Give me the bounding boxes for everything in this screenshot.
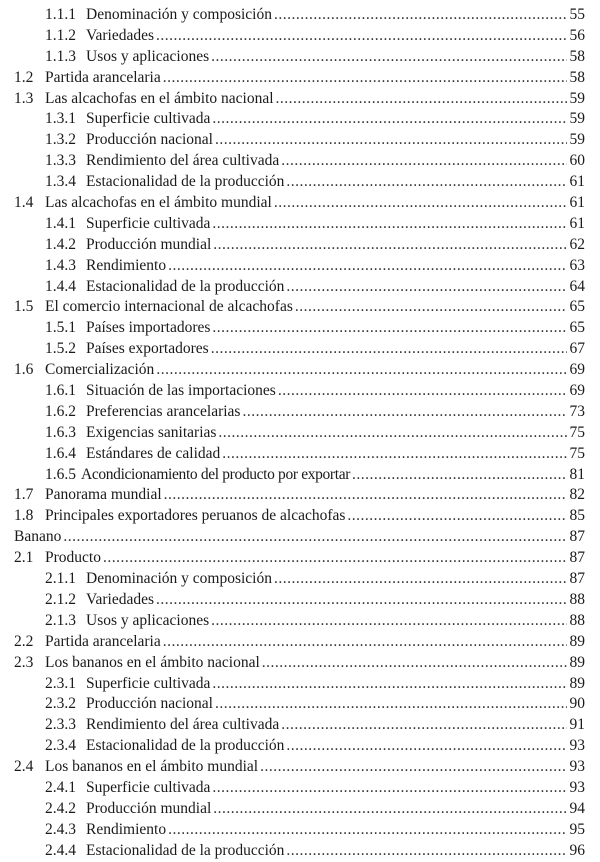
toc-entry-line (86, 569, 585, 590)
toc-entry-line (86, 694, 585, 715)
dot-leader (281, 151, 567, 172)
toc-entry-title: Estándares de calidad (86, 444, 221, 462)
toc-entry-line (45, 632, 585, 653)
toc-entry[interactable] (0, 26, 600, 47)
toc-entry-page-number: 75 (569, 423, 585, 441)
toc-entry-line (45, 68, 585, 89)
toc-entry[interactable] (0, 590, 600, 611)
toc-entry-title: Los bananos en el ámbito nacional (45, 653, 260, 671)
toc-entry-page-number: 64 (569, 277, 585, 295)
dot-leader (260, 757, 567, 778)
toc-entry-number: 1.3.3 (45, 152, 76, 170)
toc-entry-number: 1.4 (14, 194, 34, 212)
toc-entry-page-number: 89 (569, 653, 585, 671)
toc-entry-line (45, 757, 585, 778)
toc-entry-line (86, 130, 585, 151)
toc-entry[interactable] (0, 109, 600, 130)
toc-entry-title: Partida arancelaria (45, 632, 161, 650)
toc-entry-title: Superficie cultivada (86, 214, 211, 232)
dot-leader (347, 506, 567, 527)
toc-entry-line (86, 444, 585, 465)
dot-leader (211, 47, 567, 68)
toc-entry-page-number: 89 (569, 632, 585, 650)
dot-leader (212, 214, 567, 235)
toc-entry-page-number: 94 (569, 799, 585, 817)
toc-entry-title: Exigencias sanitarias (86, 423, 217, 441)
toc-entry-line (86, 674, 585, 695)
toc-entry[interactable] (0, 444, 600, 465)
toc-entry[interactable] (0, 548, 600, 569)
toc-entry-line (86, 318, 585, 339)
toc-entry-number: 1.5.1 (45, 319, 76, 337)
toc-entry-title: Las alcachofas en el ámbito mundial (45, 194, 272, 212)
toc-entry-page-number: 61 (569, 173, 585, 191)
toc-entry-number: 1.4.2 (45, 235, 76, 253)
toc-entry[interactable] (0, 5, 600, 26)
toc-entry-line (86, 402, 585, 423)
toc-entry-page-number: 90 (569, 695, 585, 713)
toc-entry-number: 2.1 (14, 549, 34, 567)
toc-entry[interactable] (0, 527, 600, 548)
toc-entry-number: 2.1.3 (45, 611, 76, 629)
toc-entry-page-number: 59 (569, 110, 585, 128)
toc-entry-title: Países exportadores (86, 340, 209, 358)
toc-entry-line (81, 465, 585, 486)
toc-entry-title: Rendimiento del área cultivada (86, 152, 280, 170)
toc-entry-title: Banano (14, 528, 62, 546)
toc-entry-number: 1.4.4 (45, 277, 76, 295)
toc-entry-number: 2.1.2 (45, 590, 76, 608)
toc-entry[interactable] (0, 778, 600, 799)
toc-entry-line (86, 736, 585, 757)
toc-entry-page-number: 69 (569, 361, 585, 379)
toc-entry-number: 2.3.4 (45, 737, 76, 755)
toc-entry-title: Rendimiento del área cultivada (86, 716, 280, 734)
dot-leader (212, 318, 567, 339)
toc-entry-page-number: 85 (569, 507, 585, 525)
toc-entry[interactable] (0, 423, 600, 444)
toc-entry-page-number: 73 (569, 402, 585, 420)
dot-leader (164, 485, 567, 506)
toc-entry-page-number: 55 (569, 6, 585, 23)
toc-entry-number: 1.4.1 (45, 214, 76, 232)
toc-entry-line (86, 715, 585, 736)
toc-entry-number: 1.3.4 (45, 173, 76, 191)
toc-entry-line (86, 214, 585, 235)
toc-entry-title: Denominación y composición (86, 570, 272, 588)
dot-leader (211, 611, 567, 632)
toc-entry-number: 2.3.3 (45, 716, 76, 734)
toc-entry-line (86, 5, 585, 26)
toc-entry-line (45, 506, 585, 527)
toc-entry-title: Producción mundial (86, 799, 212, 817)
toc-entry[interactable] (0, 297, 600, 318)
toc-entry-page-number: 91 (569, 716, 585, 734)
toc-entry-page-number: 93 (569, 778, 585, 796)
toc-entry-page-number: 87 (569, 549, 585, 567)
toc-entry-number: 1.6.5 (45, 465, 76, 483)
dot-leader (156, 360, 567, 381)
toc-entry-title: Superficie cultivada (86, 778, 211, 796)
toc-entry-number: 1.5 (14, 298, 34, 316)
toc-entry-line (86, 778, 585, 799)
toc-entry[interactable] (0, 130, 600, 151)
toc-entry-number: 1.3.1 (45, 110, 76, 128)
dot-leader (215, 130, 567, 151)
toc-entry[interactable] (0, 465, 600, 486)
toc-entry-title: Las alcachofas en el ámbito nacional (45, 89, 274, 107)
toc-entry-page-number: 56 (569, 26, 585, 44)
toc-entry[interactable] (0, 715, 600, 736)
toc-entry-number: 1.3.2 (45, 131, 76, 149)
dot-leader (222, 444, 567, 465)
toc-entry-page-number: 58 (569, 47, 585, 65)
table-of-contents (0, 5, 600, 862)
toc-entry-line (86, 590, 585, 611)
dot-leader (352, 465, 567, 486)
toc-entry-line (86, 26, 585, 47)
toc-entry-line (86, 381, 585, 402)
toc-entry[interactable] (0, 611, 600, 632)
toc-entry[interactable] (0, 172, 600, 193)
dot-leader (163, 68, 567, 89)
toc-entry-line (45, 193, 585, 214)
toc-entry-number: 2.4.1 (45, 778, 76, 796)
toc-entry-line (45, 548, 585, 569)
toc-entry-page-number: 67 (569, 340, 585, 358)
toc-entry[interactable] (0, 653, 600, 674)
toc-entry-number: 2.4.2 (45, 799, 76, 817)
toc-entry-line (45, 89, 585, 110)
dot-leader (242, 402, 567, 423)
toc-entry[interactable] (0, 820, 600, 841)
toc-entry[interactable] (0, 569, 600, 590)
dot-leader (213, 235, 567, 256)
toc-entry-title: Producción nacional (86, 695, 213, 713)
toc-entry-title: Variedades (86, 590, 154, 608)
toc-entry-title: Partida arancelaria (45, 68, 161, 86)
toc-entry-title: Usos y aplicaciones (86, 611, 210, 629)
toc-entry-number: 1.5.2 (45, 340, 76, 358)
toc-entry-title: Denominación y composición (86, 6, 272, 23)
dot-leader (286, 841, 567, 862)
toc-entry[interactable] (0, 402, 600, 423)
toc-entry[interactable] (0, 89, 600, 110)
toc-entry[interactable] (0, 151, 600, 172)
toc-entry-line (86, 423, 585, 444)
toc-entry-line (45, 485, 585, 506)
dot-leader (168, 820, 567, 841)
dot-leader (213, 799, 567, 820)
dot-leader (286, 172, 567, 193)
toc-entry-page-number: 61 (569, 214, 585, 232)
dot-leader (211, 339, 567, 360)
toc-entry-page-number: 63 (569, 256, 585, 274)
toc-entry-title: Estacionalidad de la producción (86, 841, 285, 859)
toc-entry-title: Situación de las importaciones (86, 382, 276, 400)
toc-entry-number: 1.1.2 (45, 26, 76, 44)
toc-entry[interactable] (0, 799, 600, 820)
toc-entry-page-number: 87 (569, 570, 585, 588)
toc-entry[interactable] (0, 68, 600, 89)
toc-entry-page-number: 59 (569, 131, 585, 149)
toc-entry-page-number: 60 (569, 152, 585, 170)
dot-leader (278, 381, 567, 402)
toc-entry-number: 1.8 (14, 507, 34, 525)
toc-entry-number: 1.6.3 (45, 423, 76, 441)
toc-entry[interactable] (0, 277, 600, 298)
toc-entry[interactable] (0, 694, 600, 715)
toc-entry-number: 1.6.4 (45, 444, 76, 462)
toc-entry-line (86, 799, 585, 820)
toc-entry[interactable] (0, 506, 600, 527)
toc-entry-number: 2.4.3 (45, 820, 76, 838)
toc-entry-title: Países importadores (86, 319, 211, 337)
toc-entry-number: 1.1.3 (45, 47, 76, 65)
toc-entry[interactable] (0, 757, 600, 778)
toc-entry-number: 1.7 (14, 486, 34, 504)
toc-entry[interactable] (0, 214, 600, 235)
toc-entry-number: 1.6.2 (45, 402, 76, 420)
toc-entry-line (86, 841, 585, 862)
toc-entry[interactable] (0, 736, 600, 757)
toc-entry-line (86, 277, 585, 298)
toc-entry-line (86, 611, 585, 632)
toc-entry-line (45, 360, 585, 381)
toc-entry-number: 2.3.1 (45, 674, 76, 692)
toc-entry-page-number: 87 (569, 528, 585, 546)
toc-entry-page-number: 81 (569, 465, 585, 483)
toc-entry-title: Principales exportadores peruanos de alcachofas (45, 507, 346, 525)
toc-entry-title: Preferencias arancelarias (86, 402, 241, 420)
toc-entry-title: Superficie cultivada (86, 110, 211, 128)
dot-leader (274, 569, 567, 590)
toc-entry[interactable] (0, 339, 600, 360)
toc-entry-number: 1.4.3 (45, 256, 76, 274)
dot-leader (212, 109, 567, 130)
dot-leader (274, 193, 567, 214)
toc-entry-title: Rendimiento (86, 820, 167, 838)
toc-entry[interactable] (0, 360, 600, 381)
toc-entry-page-number: 89 (569, 674, 585, 692)
toc-entry-title: Estacionalidad de la producción (86, 173, 285, 191)
toc-entry-page-number: 65 (569, 319, 585, 337)
toc-entry-title: Estacionalidad de la producción (86, 737, 285, 755)
dot-leader (218, 423, 567, 444)
dot-leader (262, 653, 567, 674)
dot-leader (215, 694, 567, 715)
toc-entry-page-number: 62 (569, 235, 585, 253)
toc-entry-title: Los bananos en el ámbito mundial (45, 758, 259, 776)
toc-entry-page-number: 88 (569, 611, 585, 629)
toc-entry-title: Estacionalidad de la producción (86, 277, 285, 295)
toc-entry-title: El comercio internacional de alcachofas (45, 298, 293, 316)
toc-entry-page-number: 58 (569, 68, 585, 86)
toc-entry-page-number: 88 (569, 590, 585, 608)
toc-entry-page-number: 75 (569, 444, 585, 462)
toc-entry-title: Superficie cultivada (86, 674, 211, 692)
toc-entry-title: Comercialización (45, 361, 155, 379)
dot-leader (156, 26, 567, 47)
toc-entry-title: Producción nacional (86, 131, 213, 149)
toc-entry-number: 2.4 (14, 758, 34, 776)
toc-entry-title: Producto (45, 549, 101, 567)
toc-entry-number: 1.3 (14, 89, 34, 107)
toc-entry-page-number: 82 (569, 486, 585, 504)
dot-leader (281, 715, 567, 736)
toc-entry-line (45, 297, 585, 318)
toc-entry-page-number: 93 (569, 758, 585, 776)
toc-entry[interactable] (0, 381, 600, 402)
toc-entry-number: 2.3.2 (45, 695, 76, 713)
toc-entry-number: 1.2 (14, 68, 34, 86)
toc-entry-line (86, 109, 585, 130)
toc-entry[interactable] (0, 235, 600, 256)
dot-leader (103, 548, 567, 569)
dot-leader (168, 256, 567, 277)
dot-leader (295, 297, 567, 318)
toc-entry-line (86, 256, 585, 277)
toc-entry-number: 2.4.4 (45, 841, 76, 859)
toc-entry[interactable] (0, 485, 600, 506)
dot-leader (286, 277, 567, 298)
dot-leader (63, 527, 567, 548)
toc-entry-line (45, 653, 585, 674)
toc-entry-page-number: 93 (569, 737, 585, 755)
toc-entry-number: 2.2 (14, 632, 34, 650)
toc-entry[interactable] (0, 841, 600, 862)
dot-leader (212, 778, 567, 799)
toc-entry-number: 1.6 (14, 361, 34, 379)
toc-entry-line (86, 172, 585, 193)
toc-entry-number: 2.3 (14, 653, 34, 671)
toc-entry-page-number: 65 (569, 298, 585, 316)
toc-entry-title: Panorama mundial (45, 486, 162, 504)
toc-entry-page-number: 69 (569, 382, 585, 400)
toc-entry-title: Variedades (86, 26, 154, 44)
toc-entry[interactable] (0, 632, 600, 653)
toc-entry[interactable] (0, 256, 600, 277)
toc-entry-line (86, 235, 585, 256)
toc-entry-line (14, 527, 585, 548)
toc-entry-number: 1.1.1 (45, 6, 76, 23)
toc-entry[interactable] (0, 318, 600, 339)
dot-leader (274, 5, 567, 26)
toc-entry-line (86, 47, 585, 68)
toc-entry-page-number: 59 (569, 89, 585, 107)
dot-leader (163, 632, 567, 653)
toc-entry-title: Rendimiento (86, 256, 167, 274)
dot-leader (276, 89, 567, 110)
toc-entry[interactable] (0, 193, 600, 214)
toc-entry-number: 1.6.1 (45, 382, 76, 400)
toc-entry-title: Producción mundial (86, 235, 212, 253)
toc-entry-title: Usos y aplicaciones (86, 47, 210, 65)
toc-entry-page-number: 95 (569, 820, 585, 838)
dot-leader (286, 736, 567, 757)
toc-entry-title: Acondicionamiento del producto por exportar (81, 465, 351, 483)
dot-leader (156, 590, 567, 611)
toc-entry-page-number: 96 (569, 841, 585, 859)
toc-entry-number: 2.1.1 (45, 570, 76, 588)
toc-entry-page-number: 61 (569, 194, 585, 212)
toc-entry[interactable] (0, 47, 600, 68)
dot-leader (212, 674, 567, 695)
toc-entry-line (86, 339, 585, 360)
toc-entry-line (86, 151, 585, 172)
toc-entry-line (86, 820, 585, 841)
toc-entry[interactable] (0, 674, 600, 695)
